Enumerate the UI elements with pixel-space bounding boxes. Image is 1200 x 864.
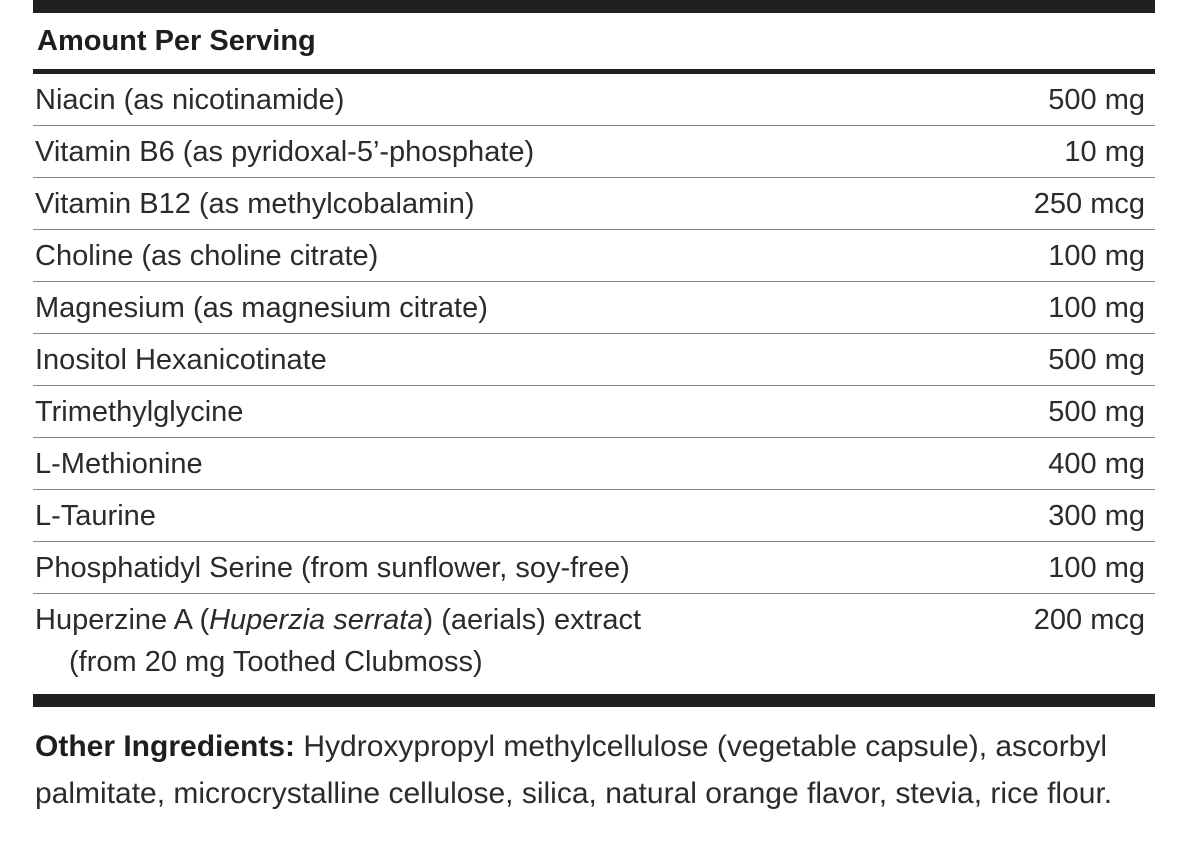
ingredient-amount: 100 mg bbox=[1048, 291, 1145, 324]
ingredient-amount: 10 mg bbox=[1064, 135, 1145, 168]
ingredient-name: Inositol Hexanicotinate bbox=[35, 343, 327, 376]
other-ingredients bbox=[33, 707, 1155, 817]
ingredient-amount: 100 mg bbox=[1048, 551, 1145, 584]
ingredient-row-vitamin-b6 bbox=[33, 126, 1155, 178]
ingredient-rows bbox=[33, 74, 1155, 692]
other-ingredients-label: Other Ingredients: bbox=[35, 730, 296, 763]
ingredient-name-suffix: ) (aerials) extract bbox=[423, 604, 642, 636]
ingredient-row-huperzine-a bbox=[33, 594, 1155, 692]
top-rule bbox=[33, 0, 1155, 13]
ingredient-amount: 250 mcg bbox=[1033, 187, 1145, 220]
ingredient-name-block bbox=[35, 604, 641, 678]
ingredient-row-magnesium bbox=[33, 282, 1155, 334]
ingredient-name: L-Taurine bbox=[35, 499, 156, 532]
ingredient-row-l-taurine bbox=[33, 490, 1155, 542]
ingredient-row-vitamin-b12 bbox=[33, 178, 1155, 230]
other-ingredients-text: Hydroxypropyl methylcellulose (vegetable capsule), ascorbyl palmitate, microcrystalline cellulose, silica, natural orange flavor, stevia, rice flour. bbox=[35, 730, 1113, 810]
bottom-rule bbox=[33, 694, 1155, 707]
ingredient-amount: 400 mg bbox=[1048, 447, 1145, 480]
ingredient-name: Phosphatidyl Serine (from sunflower, soy-free) bbox=[35, 551, 630, 584]
ingredient-row-choline bbox=[33, 230, 1155, 282]
ingredient-amount: 500 mg bbox=[1048, 343, 1145, 376]
supplement-facts-panel bbox=[33, 0, 1155, 817]
ingredient-name: Magnesium (as magnesium citrate) bbox=[35, 291, 488, 324]
ingredient-amount: 500 mg bbox=[1048, 395, 1145, 428]
ingredient-name-prefix: Huperzine A ( bbox=[35, 604, 210, 636]
ingredient-amount: 200 mcg bbox=[1033, 604, 1145, 636]
ingredient-row-l-methionine bbox=[33, 438, 1155, 490]
ingredient-row-trimethylglycine bbox=[33, 386, 1155, 438]
ingredient-row-niacin bbox=[33, 74, 1155, 126]
amount-per-serving-heading: Amount Per Serving bbox=[37, 24, 316, 57]
ingredient-row-inositol-hexanicotinate bbox=[33, 334, 1155, 386]
ingredient-name: Trimethylglycine bbox=[35, 395, 244, 428]
ingredient-name: Niacin (as nicotinamide) bbox=[35, 83, 345, 116]
ingredient-name: Vitamin B6 (as pyridoxal-5’-phosphate) bbox=[35, 135, 535, 168]
ingredient-name: Choline (as choline citrate) bbox=[35, 239, 379, 272]
ingredient-row-phosphatidyl-serine bbox=[33, 542, 1155, 594]
ingredient-amount: 100 mg bbox=[1048, 239, 1145, 272]
ingredient-source-note: (from 20 mg Toothed Clubmoss) bbox=[69, 646, 483, 678]
ingredient-name bbox=[35, 604, 641, 636]
ingredient-name: Vitamin B12 (as methylcobalamin) bbox=[35, 187, 475, 220]
ingredient-name-italic: Huperzia serrata bbox=[209, 604, 424, 636]
ingredient-amount: 300 mg bbox=[1048, 499, 1145, 532]
ingredient-amount: 500 mg bbox=[1048, 83, 1145, 116]
ingredient-name: L-Methionine bbox=[35, 447, 203, 480]
